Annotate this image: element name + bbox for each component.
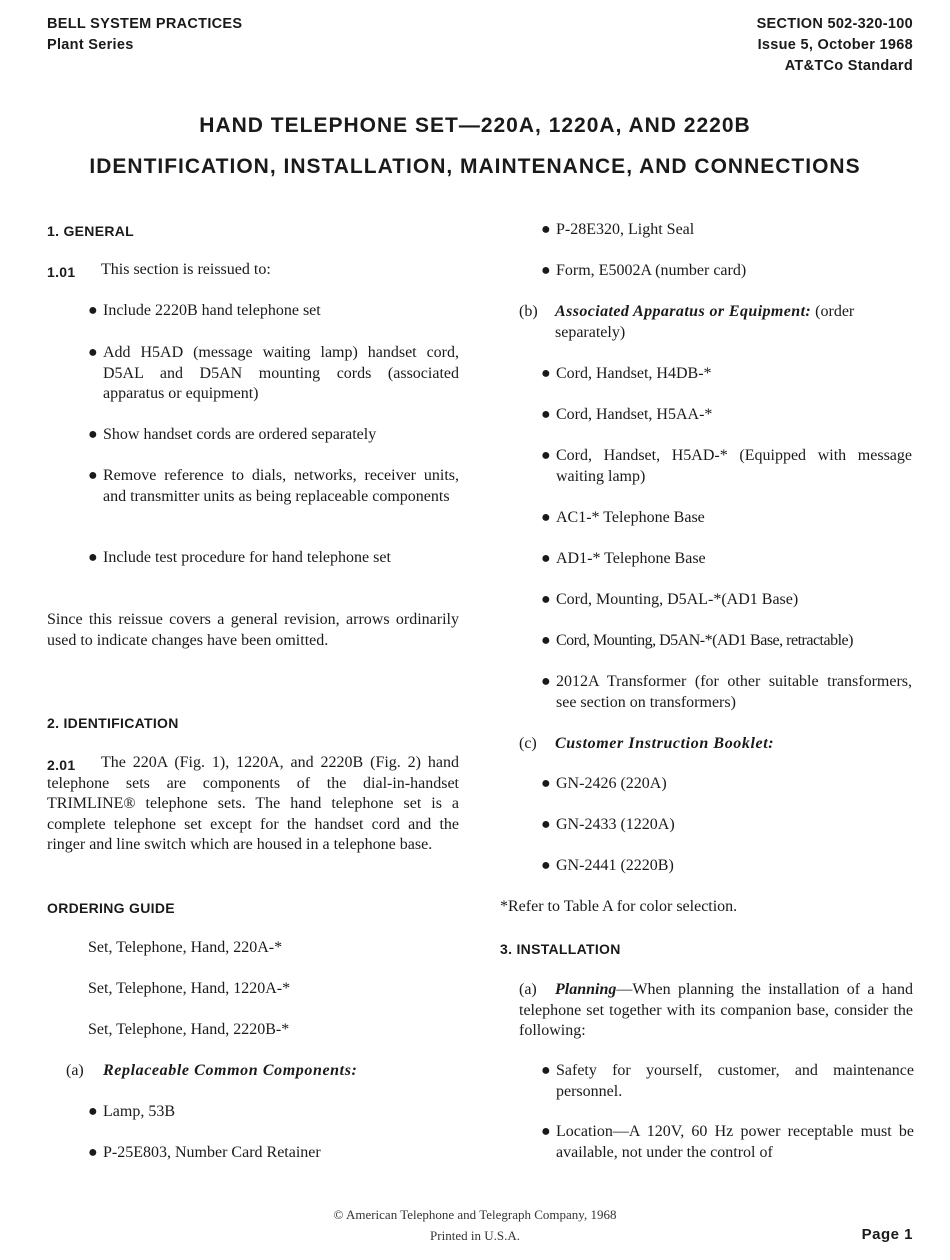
printed-notice: Printed in U.S.A.	[430, 1228, 520, 1243]
list-item: ● Safety for yourself, customer, and maintenance personnel.	[541, 1062, 914, 1100]
ordering-guide-heading: ORDERING GUIDE	[47, 900, 175, 916]
paragraph-number-201: 2.01	[47, 757, 76, 773]
issue-date: Issue 5, October 1968	[757, 37, 913, 53]
standard-label: AT&TCo Standard	[784, 58, 913, 74]
list-item: ● AC1-* Telephone Base	[541, 509, 705, 526]
section-heading-general: 1. GENERAL	[47, 223, 135, 239]
copyright-notice: © American Telephone and Telegraph Company, 1968	[333, 1207, 617, 1222]
subsection-b-suffix: (order separately)	[555, 303, 855, 341]
planning-title: Planning	[555, 981, 617, 998]
series-label: Plant Series	[47, 37, 134, 53]
subsection-label-a: (a)	[66, 1062, 84, 1079]
section-heading-identification: 2. IDENTIFICATION	[47, 715, 179, 731]
list-item: ● Lamp, 53B	[88, 1103, 175, 1120]
section-number: SECTION 502-320-100	[756, 16, 913, 32]
subsection-b-heading	[555, 302, 913, 343]
paragraph-101-text: This section is reissued to:	[101, 261, 271, 278]
document-title: HAND TELEPHONE SET—220A, 1220A, AND 2220B	[199, 114, 751, 137]
list-item: ● Form, E5002A (number card)	[541, 262, 747, 279]
list-item: ● Include 2220B hand telephone set	[88, 302, 321, 319]
revision-note: Since this reissue covers a general revision, arrows ordinarily used to indicate changes have been omitted.	[47, 611, 459, 649]
list-item: ● Add H5AD (message waiting lamp) handset cord, D5AL and D5AN mounting cords (associated apparatus or equipment)	[88, 344, 459, 403]
list-item: ● Include test procedure for hand telephone set	[88, 549, 391, 566]
subsection-label-b: (b)	[519, 303, 538, 320]
list-item: ● Cord, Handset, H5AA-*	[541, 406, 713, 423]
list-item: ● Show handset cords are ordered separately	[88, 426, 377, 443]
planning-label: (a)	[519, 981, 537, 998]
subsection-label-c: (c)	[519, 735, 537, 752]
paragraph-number-101: 1.01	[47, 264, 76, 280]
list-item: Set, Telephone, Hand, 2220B-*	[88, 1021, 290, 1038]
subsection-title-replaceable-components: Replaceable Common Components:	[103, 1062, 358, 1079]
subsection-title-customer-booklet: Customer Instruction Booklet:	[555, 735, 775, 752]
list-item: ● Remove reference to dials, networks, receiver units, and transmitter units as being replaceable components	[88, 467, 459, 505]
list-item: Set, Telephone, Hand, 1220A-*	[88, 980, 291, 997]
list-item: ● Cord, Mounting, D5AL-*(AD1 Base)	[541, 591, 799, 608]
page-number: Page 1	[861, 1226, 913, 1243]
color-selection-note: *Refer to Table A for color selection.	[500, 898, 738, 915]
list-item: Set, Telephone, Hand, 220A-*	[88, 939, 283, 956]
list-item: ● GN-2433 (1220A)	[541, 816, 675, 833]
list-item: ● AD1-* Telephone Base	[541, 550, 706, 567]
section-heading-installation: 3. INSTALLATION	[500, 941, 621, 957]
list-item: ● Location—A 120V, 60 Hz power receptable must be available, not under the control of	[541, 1123, 914, 1161]
list-item: ● P-28E320, Light Seal	[541, 221, 695, 238]
document-subtitle: IDENTIFICATION, INSTALLATION, MAINTENANCE, AND CONNECTIONS	[89, 155, 861, 178]
publication-title: BELL SYSTEM PRACTICES	[47, 16, 243, 32]
list-item: ● Cord, Mounting, D5AN-*(AD1 Base, retractable)	[541, 632, 853, 649]
planning-paragraph: Planning—When planning the installation of a hand telephone set together with its companion base, consider the following:	[519, 981, 913, 1040]
list-item: ● P-25E803, Number Card Retainer	[88, 1144, 321, 1161]
list-item: ● Cord, Handset, H5AD-* (Equipped with message waiting lamp)	[541, 447, 912, 485]
list-item: ● GN-2441 (2220B)	[541, 857, 674, 874]
list-item: ● 2012A Transformer (for other suitable transformers, see section on transformers)	[541, 673, 912, 711]
list-item: ● Cord, Handset, H4DB-*	[541, 365, 712, 382]
subsection-title-associated-apparatus: Associated Apparatus or Equipment:	[555, 303, 812, 320]
list-item: ● GN-2426 (220A)	[541, 775, 667, 792]
paragraph-201-text: The 220A (Fig. 1), 1220A, and 2220B (Fig. 2) hand telephone sets are components of the dial-in-handset TRIMLINE® telephone sets. The hand telephone set is a complete telephone set except for the handset cord and the ringer and line switch which are housed in a telephone base.	[47, 754, 459, 854]
